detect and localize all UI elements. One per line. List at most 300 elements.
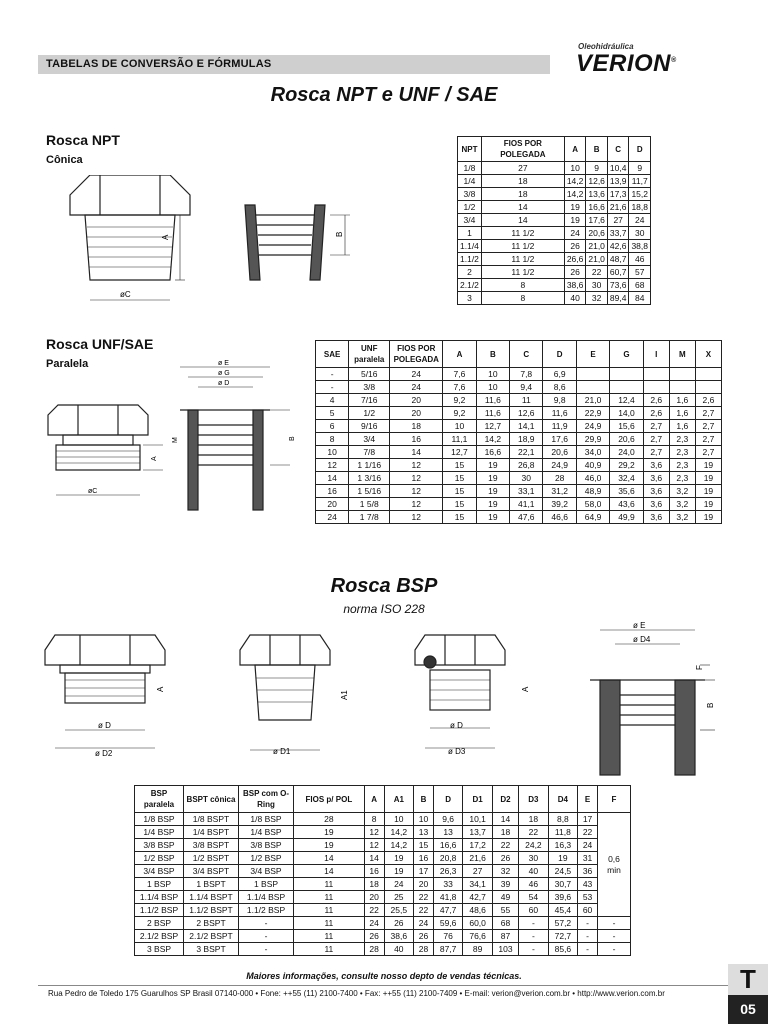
table-row [316, 472, 722, 485]
table-cell: 17,3 [607, 188, 629, 201]
table-cell: 28 [543, 472, 576, 485]
bsp-th-bspt: BSPT cônica [184, 786, 239, 813]
bsp-drawing [35, 620, 735, 780]
table-cell: 12,6 [586, 175, 608, 188]
table-cell: 40,9 [576, 459, 609, 472]
section-header-bar [38, 55, 550, 74]
table-cell: 40 [384, 943, 414, 956]
npt-th-a: A [564, 137, 586, 162]
bsp-th-d: D [433, 786, 463, 813]
table-cell: 10 [414, 813, 434, 826]
table-cell: - [316, 368, 349, 381]
table-cell: - [519, 930, 549, 943]
table-cell: 19 [695, 459, 721, 472]
table-row [135, 891, 631, 904]
table-cell: 19 [476, 498, 509, 511]
table-cell: 2 BSPT [184, 917, 239, 930]
table-cell: 26 [564, 240, 586, 253]
table-cell: 18 [364, 878, 384, 891]
table-cell: 3/4 BSP [239, 865, 294, 878]
bsp-subtitle [0, 600, 768, 618]
table-cell: 54 [519, 891, 549, 904]
table-cell: 15 [443, 511, 476, 524]
table-cell: - [598, 917, 631, 930]
table-cell: 2,7 [695, 407, 721, 420]
table-cell: 2,7 [695, 433, 721, 446]
table-cell: 1.1/4 BSP [239, 891, 294, 904]
table-cell: 16,6 [586, 201, 608, 214]
brand-logo [576, 50, 677, 78]
bsp-label-d3: ø D3 [448, 747, 466, 756]
table-cell: 43 [578, 878, 598, 891]
table-cell [610, 368, 643, 381]
table-cell: 2,7 [695, 446, 721, 459]
table-cell: 2,6 [695, 394, 721, 407]
table-row [316, 459, 722, 472]
brand-mark: ® [671, 57, 677, 64]
table-cell: 16 [364, 865, 384, 878]
table-cell: 14 [294, 865, 365, 878]
table-cell: 68 [492, 917, 518, 930]
unf-th-e: E [576, 341, 609, 368]
table-cell: 22 [578, 826, 598, 839]
table-cell: 20,6 [586, 227, 608, 240]
table-cell: 26 [384, 917, 414, 930]
table-row [316, 394, 722, 407]
table-cell: 20 [390, 394, 443, 407]
table-cell: 8 [316, 433, 349, 446]
table-row [135, 839, 631, 852]
table-cell: - [578, 917, 598, 930]
table-cell: 18 [390, 420, 443, 433]
npt-subtitle: Cônica [46, 154, 83, 166]
table-cell: 45,4 [548, 904, 578, 917]
table-cell: 49 [492, 891, 518, 904]
table-cell: 15 [414, 839, 434, 852]
table-cell: 24 [384, 878, 414, 891]
table-cell: 6,9 [543, 368, 576, 381]
table-row [458, 201, 651, 214]
table-cell: 103 [492, 943, 518, 956]
table-cell: 11 [294, 878, 365, 891]
bsp-th-oring: BSP com O-Ring [239, 786, 294, 813]
table-cell: 22 [519, 826, 549, 839]
table-cell: 11 [510, 394, 543, 407]
table-row [135, 943, 631, 956]
table-cell: 40 [564, 292, 586, 305]
table-cell: 10 [384, 813, 414, 826]
page-tab-letter: T [728, 964, 768, 995]
unf-label-c: øC [88, 488, 98, 495]
unf-th-unf: UNF paralela [349, 341, 390, 368]
table-cell: 39,2 [543, 498, 576, 511]
bsp-label-a1: A1 [340, 690, 349, 700]
table-cell: 9,2 [443, 407, 476, 420]
table-cell: 2.1/2 BSP [135, 930, 184, 943]
table-cell: 27 [607, 214, 629, 227]
table-cell: 22 [364, 904, 384, 917]
table-cell: 10,4 [607, 162, 629, 175]
footer-note: Maiores informações, consulte nosso depto de vendas técnicas. [246, 971, 522, 981]
table-cell: 3 BSP [135, 943, 184, 956]
table-cell: 14 [492, 813, 518, 826]
table-cell: 18,9 [510, 433, 543, 446]
table-cell: 89,4 [607, 292, 629, 305]
npt-th-c: C [607, 137, 629, 162]
table-cell: 3/4 [349, 433, 390, 446]
table-cell: 31 [578, 852, 598, 865]
table-cell: 1/2 BSP [239, 852, 294, 865]
table-cell: 1.1/2 BSPT [184, 904, 239, 917]
table-cell: 60 [519, 904, 549, 917]
table-row [316, 420, 722, 433]
table-row [316, 446, 722, 459]
table-cell: 9 [586, 162, 608, 175]
table-cell: 19 [476, 485, 509, 498]
table-cell: 46,0 [576, 472, 609, 485]
table-cell: 14,0 [610, 407, 643, 420]
table-cell: 8 [481, 292, 564, 305]
table-cell: 24 [414, 917, 434, 930]
table-cell: 57 [629, 266, 651, 279]
table-cell: 22,9 [576, 407, 609, 420]
npt-table-header [458, 137, 651, 162]
table-cell: 33 [433, 878, 463, 891]
bsp-subtitle-text: norma ISO 228 [343, 602, 425, 616]
table-cell: - [598, 943, 631, 956]
table-row [316, 381, 722, 394]
table-row [135, 930, 631, 943]
unf-th-d: D [543, 341, 576, 368]
table-cell: 1/8 BSPT [184, 813, 239, 826]
table-cell: 49,9 [610, 511, 643, 524]
unf-label-g: ø G [218, 370, 230, 377]
table-cell: - [578, 930, 598, 943]
table-cell: 26,6 [564, 253, 586, 266]
table-cell: 6 [316, 420, 349, 433]
table-cell: 2,3 [669, 433, 695, 446]
table-cell: 14 [481, 214, 564, 227]
table-cell: 14,1 [510, 420, 543, 433]
table-cell: 11 1/2 [481, 253, 564, 266]
table-cell: 27 [463, 865, 493, 878]
table-cell: 1/8 BSP [239, 813, 294, 826]
table-cell: 8 [481, 279, 564, 292]
unf-label-m: M [172, 437, 179, 443]
table-cell: 1/4 BSPT [184, 826, 239, 839]
npt-th-npt: NPT [458, 137, 482, 162]
table-cell: 53 [578, 891, 598, 904]
table-cell: 3,6 [643, 498, 669, 511]
bsp-th-a1: A1 [384, 786, 414, 813]
table-cell: 19 [294, 826, 365, 839]
table-cell: 1 5/16 [349, 485, 390, 498]
table-cell: 11,8 [548, 826, 578, 839]
table-cell: 64,9 [576, 511, 609, 524]
bsp-table [134, 785, 631, 956]
table-cell: 11,6 [476, 407, 509, 420]
table-cell: 15,6 [610, 420, 643, 433]
table-cell: 17,6 [543, 433, 576, 446]
unf-th-i: I [643, 341, 669, 368]
table-cell: - [578, 943, 598, 956]
table-cell: 3 [458, 292, 482, 305]
table-cell: 10 [443, 420, 476, 433]
unf-th-m: M [669, 341, 695, 368]
table-row [135, 813, 631, 826]
table-cell: 17 [578, 813, 598, 826]
table-cell: 13,6 [586, 188, 608, 201]
table-cell: 60,0 [463, 917, 493, 930]
table-cell: 11 1/2 [481, 227, 564, 240]
table-cell: 10 [564, 162, 586, 175]
table-cell: 25 [384, 891, 414, 904]
table-row [458, 188, 651, 201]
table-cell: 14,2 [384, 839, 414, 852]
table-row [316, 407, 722, 420]
bsp-th-d1: D1 [463, 786, 493, 813]
table-cell: 14 [390, 446, 443, 459]
unf-th-c: C [510, 341, 543, 368]
table-cell: 38,6 [564, 279, 586, 292]
table-cell: 47,7 [433, 904, 463, 917]
table-cell: 84 [629, 292, 651, 305]
table-row [458, 292, 651, 305]
table-cell: 11,7 [629, 175, 651, 188]
table-cell: 1 BSPT [184, 878, 239, 891]
table-cell: 33,7 [607, 227, 629, 240]
table-cell: 20 [364, 891, 384, 904]
table-cell: 11 [294, 930, 365, 943]
table-cell: 68 [629, 279, 651, 292]
table-cell: 20,6 [543, 446, 576, 459]
table-row [135, 904, 631, 917]
bsp-label-f: F [695, 665, 704, 670]
table-cell: 1/8 BSP [135, 813, 184, 826]
table-cell: 4 [316, 394, 349, 407]
table-cell: 24,9 [576, 420, 609, 433]
table-cell: 18 [481, 188, 564, 201]
table-cell: 24 [629, 214, 651, 227]
unf-th-g: G [610, 341, 643, 368]
table-cell: 19 [476, 459, 509, 472]
table-cell: 3,2 [669, 511, 695, 524]
table-cell: 26,3 [433, 865, 463, 878]
table-cell: 11 [294, 917, 365, 930]
table-cell: 21,0 [586, 240, 608, 253]
bsp-label-e: ø E [633, 621, 646, 630]
table-cell: 1 7/8 [349, 511, 390, 524]
table-row [458, 253, 651, 266]
table-cell: 25,5 [384, 904, 414, 917]
table-cell: 40 [519, 865, 549, 878]
bsp-label-d: ø D [98, 721, 111, 730]
table-cell: 1/2 [349, 407, 390, 420]
table-cell: 14 [364, 852, 384, 865]
npt-title: Rosca NPT [46, 132, 120, 148]
table-cell: 2.1/2 BSPT [184, 930, 239, 943]
table-cell: 46 [629, 253, 651, 266]
table-cell: 3 BSPT [184, 943, 239, 956]
table-cell: 7/8 [349, 446, 390, 459]
table-cell: 3,2 [669, 485, 695, 498]
unf-th-fios: FIOS POR POLEGADA [390, 341, 443, 368]
table-cell: 3,6 [643, 511, 669, 524]
unf-th-a: A [443, 341, 476, 368]
table-row [458, 162, 651, 175]
table-row [135, 865, 631, 878]
table-cell: 11 1/2 [481, 266, 564, 279]
table-row [458, 227, 651, 240]
table-cell: - [519, 943, 549, 956]
table-cell [669, 368, 695, 381]
table-cell: 31,2 [543, 485, 576, 498]
table-cell: 20 [390, 407, 443, 420]
table-cell: 12,4 [610, 394, 643, 407]
table-cell: 14 [316, 472, 349, 485]
table-cell: 16,6 [433, 839, 463, 852]
table-row [135, 917, 631, 930]
table-cell: 19 [384, 865, 414, 878]
table-cell: 9,6 [433, 813, 463, 826]
bsp-label-b: B [706, 702, 715, 708]
table-cell: 15,2 [629, 188, 651, 201]
unf-table-body [316, 368, 722, 524]
table-row [458, 175, 651, 188]
table-cell: 2,7 [643, 420, 669, 433]
npt-drawing [60, 175, 400, 305]
table-cell: 2,7 [695, 420, 721, 433]
table-cell: 2.1/2 [458, 279, 482, 292]
table-cell: 1/4 BSP [135, 826, 184, 839]
table-cell: 12 [364, 826, 384, 839]
table-cell: 72,7 [548, 930, 578, 943]
bsp-th-d2: D2 [492, 786, 518, 813]
table-cell: 24 [390, 381, 443, 394]
table-cell: 12,7 [443, 446, 476, 459]
table-cell: 22 [492, 839, 518, 852]
table-cell: 26,8 [510, 459, 543, 472]
table-cell: 19 [384, 852, 414, 865]
footer-divider [38, 985, 728, 986]
table-cell: 3/4 BSPT [184, 865, 239, 878]
table-cell: 26 [492, 852, 518, 865]
table-cell: - [239, 917, 294, 930]
table-cell: 11,6 [476, 394, 509, 407]
table-cell: 30 [629, 227, 651, 240]
table-cell: 19 [476, 472, 509, 485]
table-cell: 55 [492, 904, 518, 917]
section-header-text: TABELAS DE CONVERSÃO E FÓRMULAS [46, 58, 272, 70]
table-cell: 5 [316, 407, 349, 420]
bsp-th-fios: FIOS p/ POL [294, 786, 365, 813]
table-cell: 16 [414, 852, 434, 865]
table-cell: 1/2 BSP [135, 852, 184, 865]
table-cell: 17,6 [586, 214, 608, 227]
table-cell: 26 [564, 266, 586, 279]
table-cell: - [519, 917, 549, 930]
table-cell: 87,7 [433, 943, 463, 956]
bsp-f-unit: min [607, 864, 621, 875]
table-cell: 9/16 [349, 420, 390, 433]
table-cell: 20,8 [433, 852, 463, 865]
table-row [135, 826, 631, 839]
table-cell: - [598, 930, 631, 943]
table-cell: 17,2 [463, 839, 493, 852]
table-cell: 30,7 [548, 878, 578, 891]
table-cell [643, 368, 669, 381]
table-cell: 1 3/16 [349, 472, 390, 485]
table-cell: 7/16 [349, 394, 390, 407]
table-cell: 11 1/2 [481, 240, 564, 253]
table-cell [695, 368, 721, 381]
bsp-th-bsp: BSP paralela [135, 786, 184, 813]
table-cell: 48,6 [463, 904, 493, 917]
table-cell: 3,6 [643, 472, 669, 485]
table-cell: 12 [390, 459, 443, 472]
table-cell: 9,4 [510, 381, 543, 394]
table-cell: 20 [414, 878, 434, 891]
table-cell: 24 [578, 839, 598, 852]
table-cell: 1 5/8 [349, 498, 390, 511]
table-cell: 76 [433, 930, 463, 943]
npt-label-c: øC [120, 290, 131, 299]
table-cell: 47,6 [510, 511, 543, 524]
table-cell: 16 [390, 433, 443, 446]
unf-th-sae: SAE [316, 341, 349, 368]
bsp-th-a: A [364, 786, 384, 813]
table-cell: 32,4 [610, 472, 643, 485]
unf-title: Rosca UNF/SAE [46, 336, 154, 352]
table-cell: 14,2 [476, 433, 509, 446]
table-cell: 3,6 [643, 485, 669, 498]
table-cell: 8,8 [548, 813, 578, 826]
table-cell: 2,6 [643, 407, 669, 420]
table-cell: 48,7 [607, 253, 629, 266]
page-tab-number: 05 [728, 995, 768, 1024]
table-cell: 3/8 [458, 188, 482, 201]
bsp-table-body [135, 813, 631, 956]
table-cell: 24,5 [548, 865, 578, 878]
table-cell: 19 [548, 852, 578, 865]
table-cell: 1.1/2 [458, 253, 482, 266]
table-cell: 28 [364, 943, 384, 956]
table-cell: 9 [629, 162, 651, 175]
table-cell: 3/8 BSP [135, 839, 184, 852]
table-cell: 15 [443, 459, 476, 472]
table-cell: 10 [476, 381, 509, 394]
table-cell: 19 [294, 839, 365, 852]
table-cell: 7,8 [510, 368, 543, 381]
table-cell: - [239, 930, 294, 943]
table-cell: 11,6 [543, 407, 576, 420]
table-cell: 38,6 [384, 930, 414, 943]
table-cell: 10 [476, 368, 509, 381]
table-cell: 20 [316, 498, 349, 511]
table-row [458, 240, 651, 253]
table-cell: 12 [390, 511, 443, 524]
table-cell: 2,3 [669, 459, 695, 472]
table-cell: 76,6 [463, 930, 493, 943]
npt-table-body [458, 162, 651, 305]
table-cell: 2,7 [643, 446, 669, 459]
table-cell: 2 [458, 266, 482, 279]
table-cell: 35,6 [610, 485, 643, 498]
unf-drawing [38, 355, 308, 515]
table-cell: 15 [443, 485, 476, 498]
table-cell: 18 [519, 813, 549, 826]
table-cell: 1,6 [669, 394, 695, 407]
